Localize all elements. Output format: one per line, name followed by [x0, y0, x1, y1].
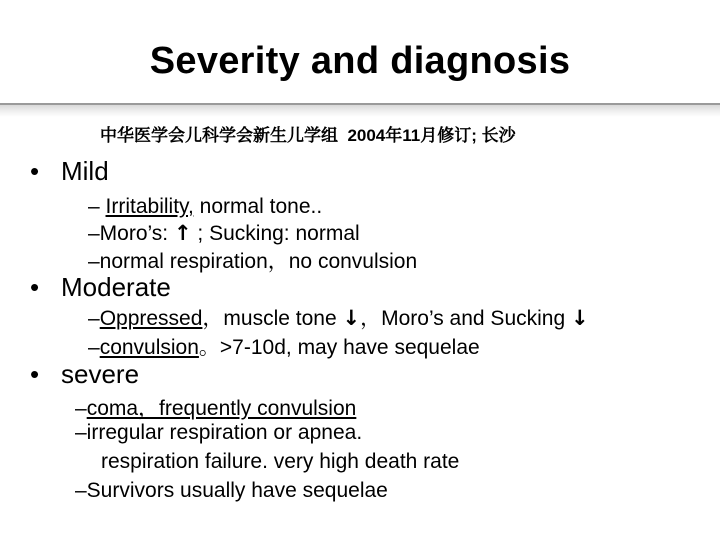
sequelae-text: 。>7-10d, may have sequelae	[198, 336, 480, 359]
dash: –	[88, 307, 100, 330]
mild-line-3: –normal respiration，no convulsion	[88, 250, 418, 273]
dash: –	[88, 336, 100, 359]
up-arrow-icon: ↑	[173, 221, 192, 245]
bullet-mild-label: Mild	[61, 156, 109, 186]
bullet-severe-label: severe	[61, 359, 140, 389]
severe-line-2: –irregular respiration or apnea.	[75, 421, 363, 444]
moderate-line-1	[88, 302, 589, 332]
moro-text: –Moro’s:	[88, 222, 174, 245]
convulsion-text: convulsion	[99, 336, 199, 359]
bullet-severe	[30, 359, 139, 390]
down-arrow-icon: ↓	[342, 306, 361, 330]
dash: –	[75, 397, 87, 420]
title-divider	[0, 103, 720, 117]
irritability-text: Irritability,	[105, 195, 194, 218]
source-citation: 中华医学会儿科学会新生儿学组 2004年11月修订; 长沙	[100, 126, 516, 145]
bullet-dot: •	[30, 359, 40, 389]
mild-line-2	[88, 221, 360, 246]
normal-tone-text: normal tone..	[193, 195, 323, 218]
bullet-dot: •	[30, 272, 40, 302]
severe-line-3: respiration failure. very high death rate	[101, 450, 460, 473]
bullet-moderate-label: Moderate	[61, 272, 171, 302]
moro-sucking-text: ，Moro’s and Sucking	[360, 307, 571, 330]
severe-line-4: –Survivors usually have sequelae	[75, 479, 388, 502]
down-arrow-icon: ↓	[570, 306, 589, 330]
muscle-tone-text: ，muscle tone	[202, 307, 343, 330]
bullet-mild	[30, 156, 109, 187]
bullet-moderate	[30, 272, 171, 303]
severe-line-1	[75, 392, 356, 422]
mild-line-1	[88, 195, 322, 219]
moderate-line-2	[88, 331, 480, 361]
bullet-dot: •	[30, 156, 40, 186]
oppressed-text: Oppressed	[99, 307, 203, 330]
dash: –	[88, 195, 106, 218]
sucking-text: ; Sucking: normal	[191, 222, 360, 245]
coma-text: coma，frequently convulsion	[86, 397, 357, 420]
slide-title: Severity and diagnosis	[149, 40, 571, 82]
